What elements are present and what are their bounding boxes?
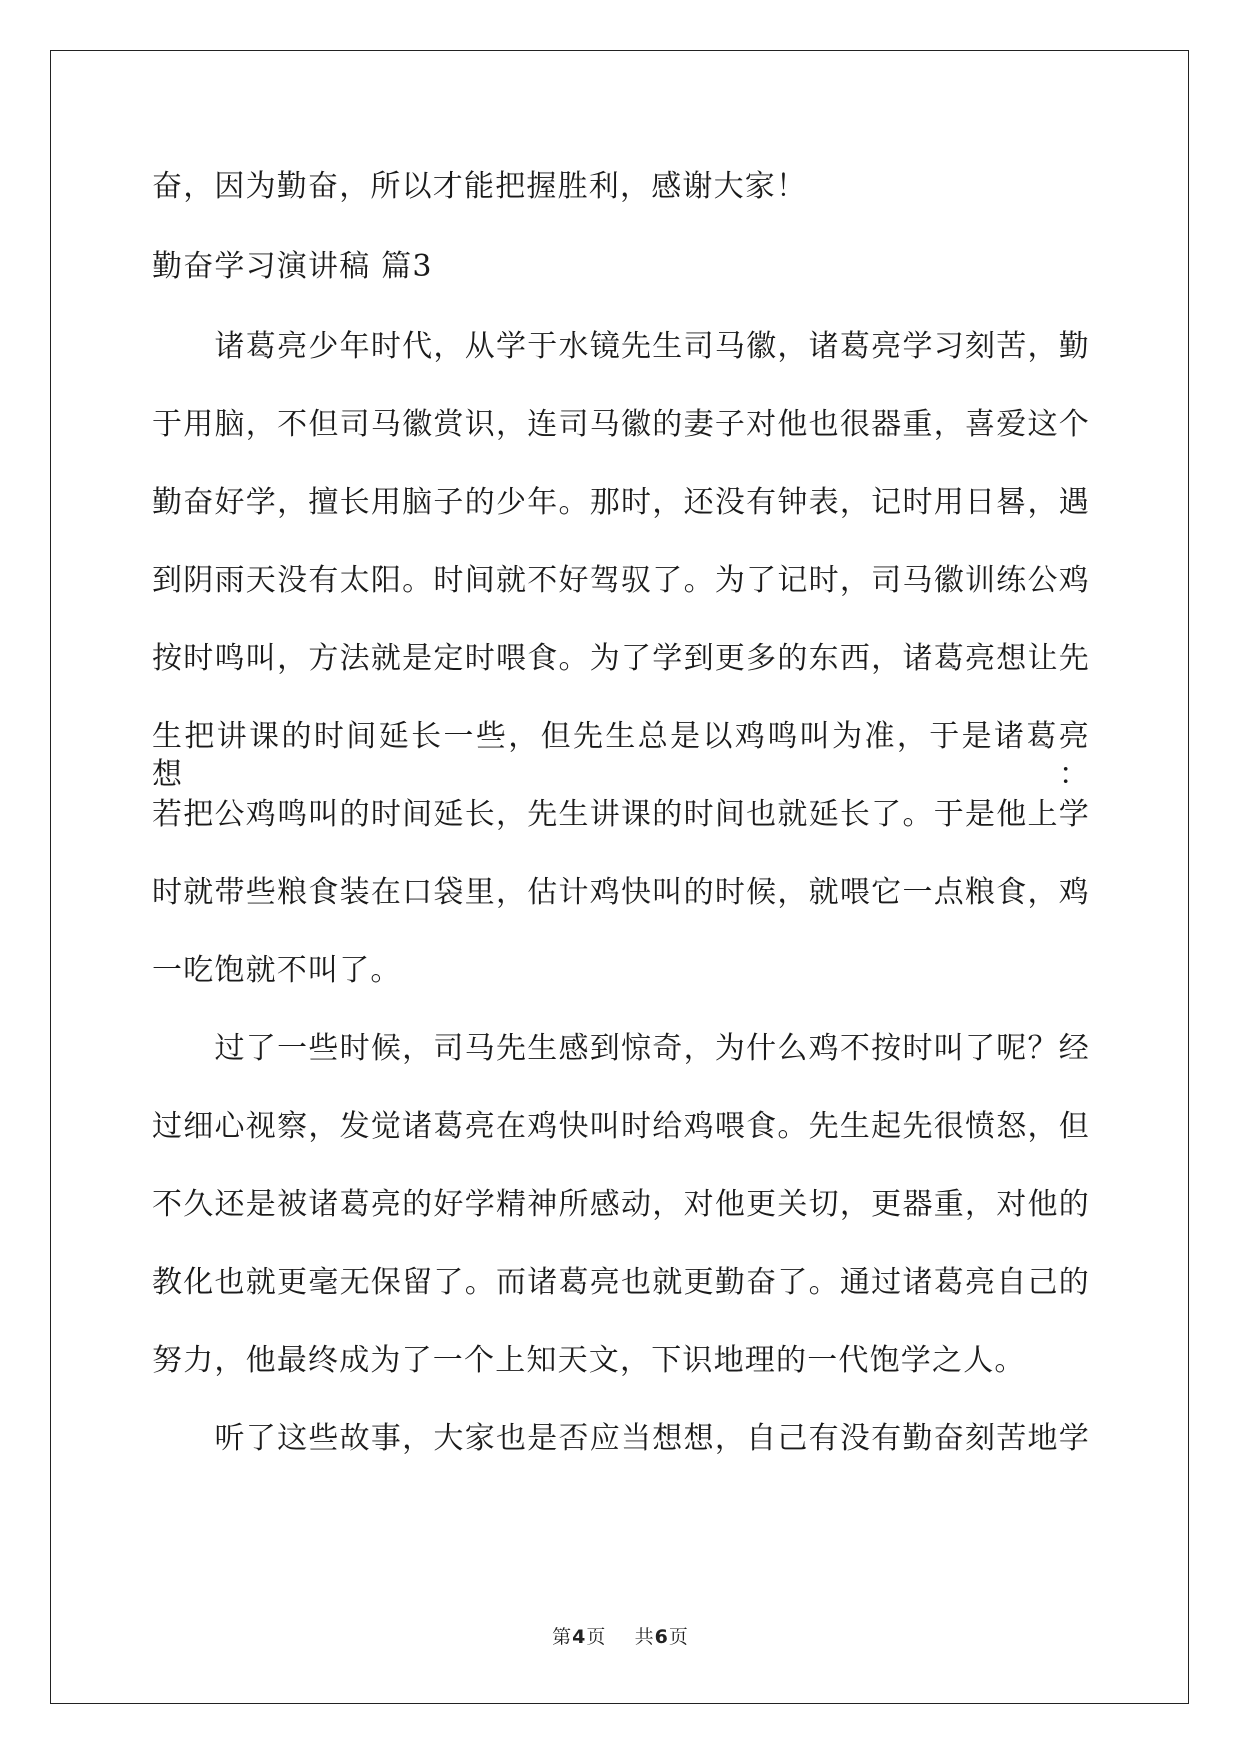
text-line: 教化也就更毫无保留了。而诸葛亮也就更勤奋了。通过诸葛亮自己的	[152, 1265, 1090, 1300]
text-line: 努力，他最终成为了一个上知天文，下识地理的一代饱学之人。	[152, 1343, 1026, 1378]
text-line: 诸葛亮少年时代，从学于水镜先生司马徽，诸葛亮学习刻苦，勤	[152, 329, 1090, 364]
text-line: 生把讲课的时间延长一些，但先生总是以鸡鸣叫为准，于是诸葛亮想：	[152, 719, 1090, 792]
page-prefix: 第	[552, 1626, 573, 1648]
text-line: 听了这些故事，大家也是否应当想想，自己有没有勤奋刻苦地学	[152, 1421, 1090, 1456]
text-line: 勤奋好学，擅长用脑子的少年。那时，还没有钟表，记时用日晷，遇	[152, 485, 1090, 520]
text-line: 若把公鸡鸣叫的时间延长，先生讲课的时间也就延长了。于是他上学	[152, 797, 1090, 832]
text-line: 按时鸣叫，方法就是定时喂食。为了学到更多的东西，诸葛亮想让先	[152, 641, 1090, 676]
total-pages: 6	[654, 1626, 669, 1648]
page-footer	[0, 1622, 1241, 1649]
total-suffix: 页	[668, 1626, 689, 1648]
text-line: 过细心视察，发觉诸葛亮在鸡快叫时给鸡喂食。先生起先很愤怒，但	[152, 1109, 1090, 1144]
text-line: 时就带些粮食装在口袋里，估计鸡快叫的时候，就喂它一点粮食，鸡	[152, 875, 1090, 910]
page-suffix: 页	[586, 1626, 607, 1648]
total-prefix: 共	[634, 1626, 655, 1648]
page-number: 4	[572, 1626, 587, 1648]
text-line: 过了一些时候，司马先生感到惊奇，为什么鸡不按时叫了呢？经	[152, 1031, 1090, 1066]
text-line: 不久还是被诸葛亮的好学精神所感动，对他更关切，更器重，对他的	[152, 1187, 1090, 1222]
document-body	[152, 168, 1090, 1458]
text-line: 一吃饱就不叫了。	[152, 953, 402, 988]
text-line: 奋，因为勤奋，所以才能把握胜利，感谢大家！	[152, 169, 808, 204]
text-line: 于用脑，不但司马徽赏识，连司马徽的妻子对他也很器重，喜爱这个	[152, 407, 1090, 442]
section-heading: 勤奋学习演讲稿 篇3	[152, 249, 433, 284]
text-line: 到阴雨天没有太阳。时间就不好驾驭了。为了记时，司马徽训练公鸡	[152, 563, 1090, 598]
